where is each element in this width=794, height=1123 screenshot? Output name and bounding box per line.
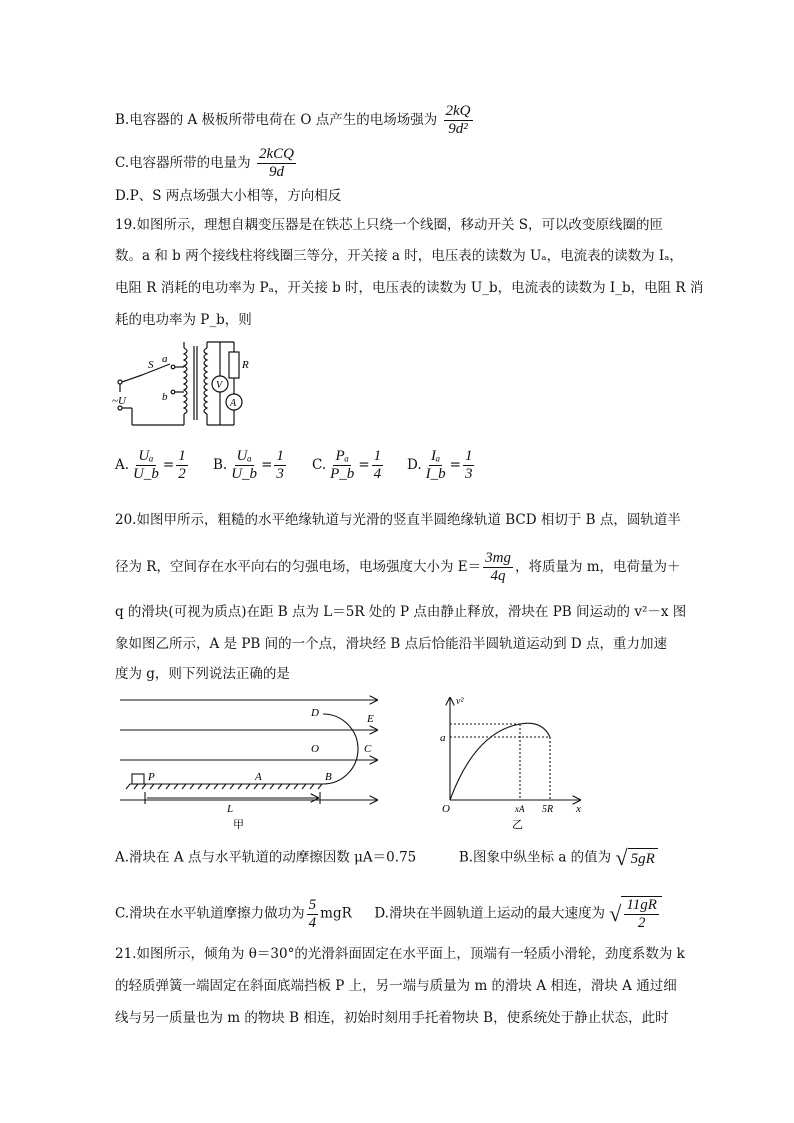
q21-line-2: 的轻质弹簧一端固定在斜面底端挡板 P 上，另一端与质量为 m 的滑块 A 相连，滑块 A 通过细 — [115, 978, 677, 994]
q18-option-c-text: C.电容器所带的电量为 — [115, 155, 251, 171]
q18-option-c-fraction: $\frac{\text{2kCQ}}{9d}$ — [258, 146, 294, 180]
q20-line-2: 径为 R，空间存在水平向右的匀强电场，电场强度大小为 E＝ $\frac{3mg}{4q}$ ，将质量为 m，电荷量为＋ — [115, 550, 681, 584]
q19-line-2: 数。a 和 b 两个接线柱将线圈三等分，开关接 a 时，电压表的读数为 Uₐ，电流表的读数为 Iₐ， — [115, 248, 683, 264]
xa-label: xA — [515, 804, 525, 814]
origin-label: O — [442, 803, 450, 815]
point-d-label: D — [311, 707, 319, 719]
q20-line-5: 度为 g，则下列说法正确的是 — [115, 666, 290, 682]
value-a-label: a — [440, 732, 446, 744]
length-l-label: L — [227, 803, 234, 815]
q20-line-4: 象如图乙所示，A 是 PB 间的一个点，滑块经 B 点后恰能沿半圆轨道运动到 D 点，重力加速 — [115, 636, 668, 652]
q20-option-d-sqrt: √ $\frac{11gR}{2}$ — [609, 896, 662, 932]
q19-circuit-diagram — [112, 340, 262, 435]
q20-option-b: B.图象中纵坐标 a 的值为 — [458, 849, 612, 866]
q19-options — [115, 448, 715, 488]
q20-line-3: q 的滑块(可视为质点)在距 B 点为 L＝5R 处的 P 点由静止释放，滑块在 PB 间运动的 v²－x 图 — [115, 604, 687, 620]
q19-line-3: 电阻 R 消耗的电功率为 Pₐ，开关接 b 时，电压表的读数为 U_b，电流表的读数为 I_b，电阻 R 消 — [115, 280, 704, 296]
q18-option-d: D.P、S 两点场强大小相等，方向相反 — [115, 188, 342, 204]
q20-option-d: D.滑块在半圆轨道上运动的最大速度为 — [374, 905, 605, 922]
point-a-label: A — [255, 771, 262, 783]
q19-option-d: D. $\frac{\text{Iₐ}}{I\_b}$ = $\frac{1}{3}$ — [407, 448, 473, 482]
q20-option-a: A.滑块在 A 点与水平轨道的动摩擦因数 μA＝0.75 — [115, 849, 417, 866]
q20-option-c: C.滑块在水平轨道摩擦力做功为 — [115, 905, 305, 922]
q21-line-1: 21.如图所示，倾角为 θ＝30°的光滑斜面固定在水平面上，顶端有一轻质小滑轮，劲度系数为 k — [115, 946, 685, 962]
q21-line-3: 线与另一质量也为 m 的物块 B 相连，初始时刻用手托着物块 B，使系统处于静止状态，此时 — [115, 1010, 669, 1026]
q18-option-b-text: B.电容器的 A 极板所带电荷在 O 点产生的电场场强为 — [115, 112, 438, 128]
voltmeter-label: V — [216, 380, 223, 391]
five-r-label: 5R — [542, 804, 554, 815]
q20-option-row-2: C.滑块在水平轨道摩擦力做功为 $\frac{5}{4}$ mgR D.滑块在半圆轨道上运动的最大速度为 √ $\frac{11gR}{2}$ — [115, 896, 662, 932]
point-b-label: B — [325, 771, 332, 783]
q18-option-b — [115, 103, 475, 138]
q20-line-1: 20.如图甲所示，粗糙的水平绝缘轨道与光滑的竖直半圆绝缘轨道 BCD 相切于 B 点，圆轨道半 — [115, 512, 681, 528]
switch-label: S — [148, 359, 154, 371]
resistor-label: R — [242, 359, 249, 371]
q20-option-b-sqrt: √ 5gR — [615, 847, 657, 869]
point-p-label: P — [148, 771, 155, 783]
q20-figure-jia — [115, 692, 385, 832]
axis-x-label: x — [576, 803, 581, 815]
point-o-label: O — [311, 743, 319, 755]
q20-option-row-1 — [115, 847, 658, 869]
figure-yi-caption: 乙 — [512, 819, 523, 831]
q20-figure-yi — [430, 692, 590, 832]
field-e-label: E — [367, 713, 374, 725]
point-c-label: C — [364, 743, 372, 755]
q19-option-c: C. $\frac{\text{Pₐ}}{P\_b}$ = $\frac{1}{4}$ — [312, 448, 382, 482]
ammeter-label: A — [230, 398, 237, 409]
tap-b-label: b — [162, 391, 168, 403]
q18-option-b-fraction: $\frac{2kQ}{\text{9d²}}$ — [445, 103, 471, 137]
q19-option-a: A. $\frac{\text{Uₐ}}{U\_b}$ = $\frac{1}{2}$ — [115, 448, 186, 482]
tap-a-label: a — [162, 353, 168, 365]
q19-option-b: B. $\frac{\text{Uₐ}}{U\_b}$ = $\frac{1}{3}$ — [213, 448, 284, 482]
q19-line-1: 19.如图所示，理想自耦变压器是在铁芯上只绕一个线圈，移动开关 S，可以改变原线圈的匝 — [115, 217, 664, 233]
source-label: ~U — [112, 395, 126, 407]
axis-v2-label: v² — [456, 696, 464, 707]
q19-line-4: 耗的电功率为 P_b，则 — [115, 312, 252, 328]
figure-jia-caption: 甲 — [233, 819, 244, 831]
q18-option-c — [115, 146, 298, 181]
